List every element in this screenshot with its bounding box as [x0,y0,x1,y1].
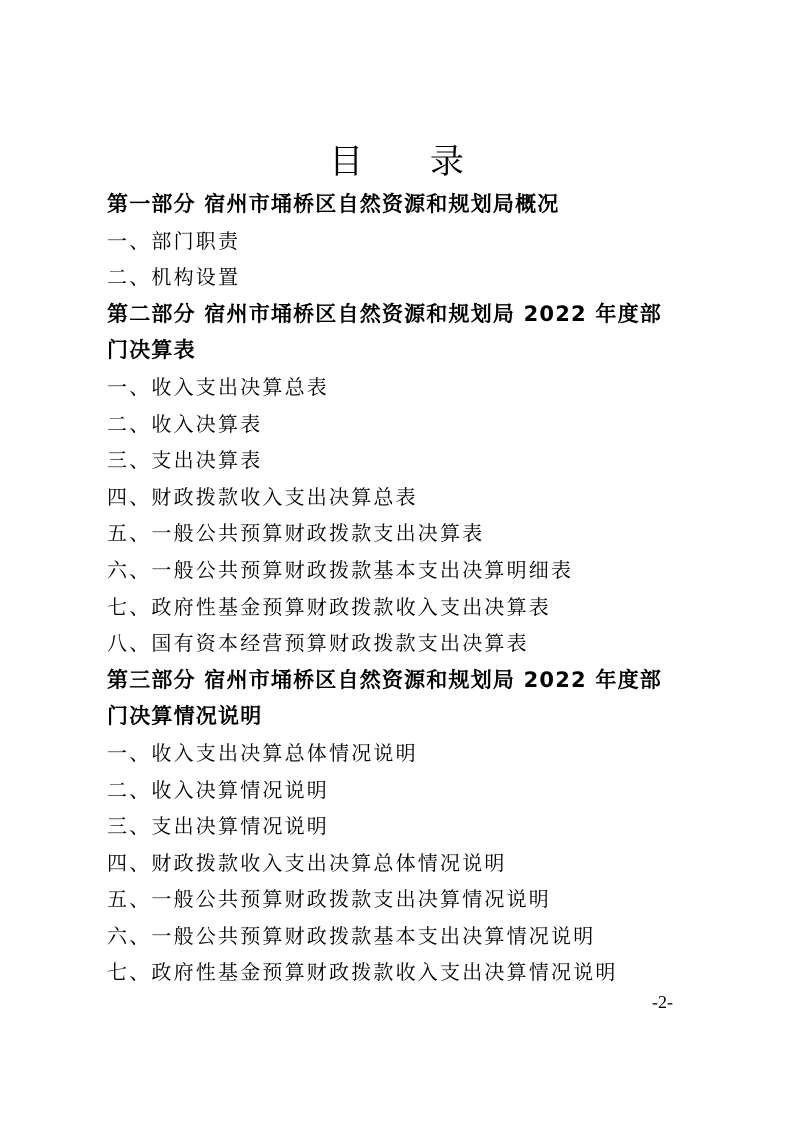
table-of-contents [107,186,697,991]
page-title: 目 录 [329,142,492,182]
toc-item: 二、收入决算情况说明 [107,777,329,802]
toc-item: 五、一般公共预算财政拨款支出决算表 [107,521,485,546]
toc-item: 三、支出决算表 [107,448,263,473]
toc-part-heading: 第一部分 宿州市埇桥区自然资源和规划局概况 [107,192,560,216]
toc-item: 四、财政拨款收入支出决算总体情况说明 [107,850,507,875]
toc-item: 二、机构设置 [107,265,241,290]
page-number: -2- [652,992,673,1012]
toc-item: 五、一般公共预算财政拨款支出决算情况说明 [107,887,551,912]
toc-item: 二、收入决算表 [107,411,263,436]
toc-item: 六、一般公共预算财政拨款基本支出决算情况说明 [107,923,596,948]
toc-part-heading-continued: 门决算情况说明 [107,704,263,729]
toc-item: 八、国有资本经营预算财政拨款支出决算表 [107,631,529,656]
toc-item: 六、一般公共预算财政拨款基本支出决算明细表 [107,557,574,582]
toc-item: 一、部门职责 [107,228,241,253]
toc-part-heading-continued: 门决算表 [107,338,196,363]
toc-part-heading: 第二部分 宿州市埇桥区自然资源和规划局 2022 年度部 [107,301,662,326]
toc-item: 七、政府性基金预算财政拨款收入支出决算表 [107,594,551,619]
toc-item: 一、收入支出决算总表 [107,374,329,399]
toc-part-heading: 第三部分 宿州市埇桥区自然资源和规划局 2022 年度部 [107,667,662,692]
toc-item: 一、收入支出决算总体情况说明 [107,740,418,765]
toc-item: 三、支出决算情况说明 [107,814,329,839]
toc-item: 七、政府性基金预算财政拨款收入支出决算情况说明 [107,960,618,985]
toc-item: 四、财政拨款收入支出决算总表 [107,484,418,509]
